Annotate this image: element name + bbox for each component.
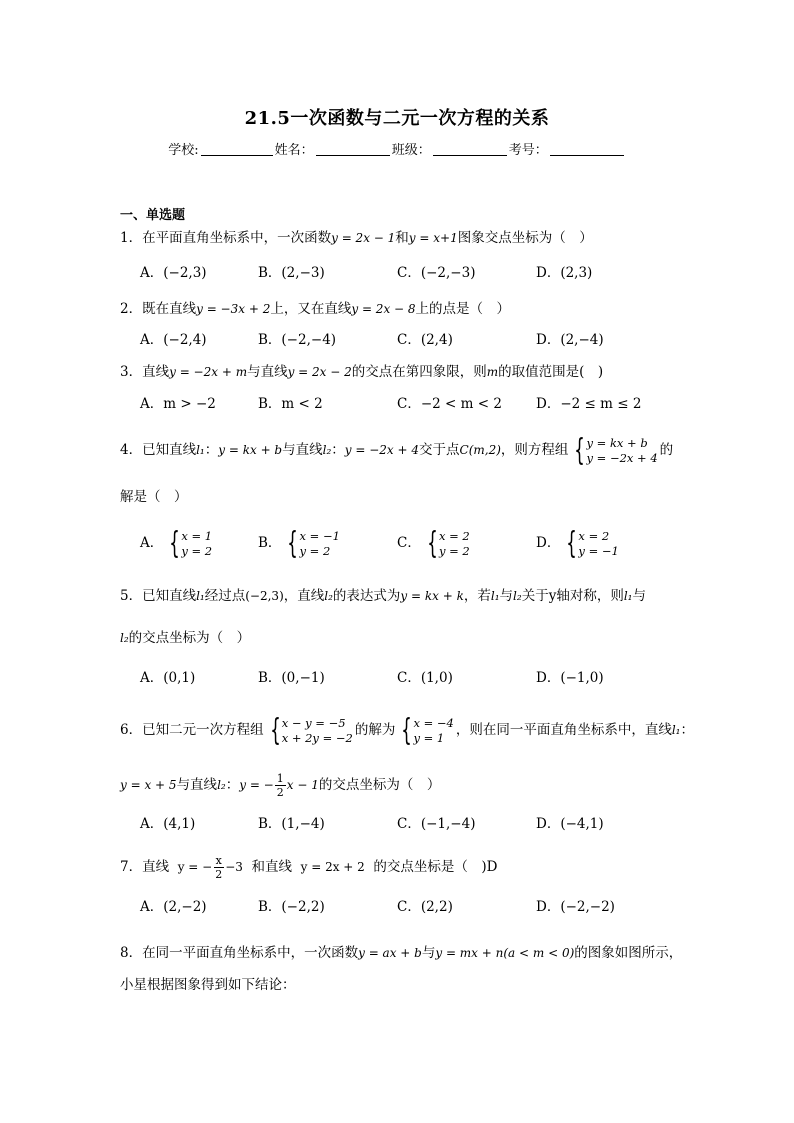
- question-8: [120, 942, 682, 964]
- q6-line-2: l₂: [217, 778, 226, 792]
- q4-d-y: y = −1: [578, 543, 619, 558]
- q7-text-end: 的交点坐标是（ )D: [373, 859, 498, 875]
- q1-formula-1: y = 2x − 1: [331, 231, 396, 245]
- q4-colon-2: ：: [331, 442, 345, 458]
- name-blank[interactable]: [316, 143, 390, 156]
- q8-condition: (a < m < 0): [503, 946, 575, 960]
- q6-colon-2: ：: [225, 777, 240, 793]
- q4-option-d-label: D．: [536, 535, 561, 551]
- q4-option-a[interactable]: [140, 522, 214, 564]
- q5-text-8: 与: [632, 588, 646, 604]
- q8-text-end: 的图象如图所示，: [574, 945, 683, 961]
- q4-text-end: 的: [659, 442, 674, 458]
- q6-sol-y: y = 1: [413, 730, 445, 745]
- q4-formula-2: y = −2x + 4: [344, 443, 420, 457]
- q2-text-end: 上的点是（ ）: [415, 301, 511, 317]
- q7-option-a[interactable]: A．(2,−2): [140, 899, 207, 915]
- school-label: 学校:: [168, 143, 199, 158]
- q2-text-mid: 上，又在直线: [270, 301, 352, 317]
- q4-b-y: y = 2: [299, 543, 331, 558]
- q2-text: 2．既在直线: [120, 301, 197, 317]
- q5-line-1b: l₁: [490, 589, 500, 603]
- q4-d-x: x = 2: [578, 528, 610, 543]
- q4-text-mid-3: ，则方程组: [500, 442, 569, 458]
- q5-point: (−2,3): [245, 589, 284, 603]
- q7-option-c[interactable]: C．(2,2): [397, 899, 453, 915]
- q3-text-end-2: 的取值范围是( ): [498, 364, 604, 380]
- q5-text-2: 经过点: [204, 588, 246, 604]
- brace-icon: {: [566, 525, 578, 561]
- q4-option-a-label: A．: [140, 535, 164, 551]
- q6-option-d[interactable]: D．(−4,1): [536, 816, 604, 832]
- q6-solution: [397, 712, 454, 748]
- q4-option-b[interactable]: [258, 522, 342, 564]
- q6-frac-num: 1: [276, 772, 284, 785]
- q6-text-end: ，则在同一平面直角坐标系中，直线: [455, 722, 672, 738]
- q5-text-end: 的交点坐标为（ ）: [128, 630, 251, 646]
- question-4: [120, 433, 673, 467]
- brace-icon: {: [269, 712, 281, 748]
- q6-sol-x: x = −4: [413, 715, 454, 730]
- q4-text-mid: 与直线: [282, 442, 323, 458]
- q3-formula-2: y = 2x − 2: [287, 365, 352, 379]
- q4-option-c-label: C．: [397, 535, 421, 551]
- q6-sys-eq-2: x + 2y = −2: [281, 730, 353, 745]
- q2-formula-2: y = 2x − 8: [351, 302, 416, 316]
- q6-formula-2b: x − 1: [286, 778, 319, 792]
- school-blank[interactable]: [201, 143, 273, 156]
- q3-option-d[interactable]: D．−2 ≤ m ≤ 2: [536, 396, 642, 412]
- student-info-line: [0, 139, 794, 158]
- brace-icon: {: [169, 525, 181, 561]
- brace-icon: {: [401, 712, 413, 748]
- q6-option-a[interactable]: A．(4,1): [140, 816, 196, 832]
- q5-text-3: ，直线: [283, 588, 325, 604]
- q1-text-end: 图象交点坐标为（ ）: [457, 230, 593, 246]
- question-1: [120, 227, 593, 249]
- q5-text: 5．已知直线: [120, 588, 197, 604]
- q1-option-c[interactable]: C．(−2,−3): [397, 265, 476, 281]
- question-7: [120, 852, 497, 882]
- q2-option-d[interactable]: D．(2,−4): [536, 332, 604, 348]
- q4-line-1: l₁: [196, 443, 205, 457]
- brace-icon: {: [287, 525, 299, 561]
- q4-text: 4．已知直线: [120, 442, 197, 458]
- q7-fraction: [213, 854, 224, 881]
- q5-text-7: 关于y轴对称，则: [521, 588, 624, 604]
- number-blank[interactable]: [550, 143, 624, 156]
- q7-text: 7．直线: [120, 859, 170, 875]
- question-5: [120, 585, 646, 607]
- q6-frac-den: 2: [276, 786, 284, 799]
- question-8-line-2: 小星根据图象得到如下结论：: [120, 977, 296, 993]
- q5-option-c[interactable]: C．(1,0): [397, 670, 453, 686]
- q1-formula-2: y = x+1: [408, 231, 458, 245]
- q1-text-mid: 和: [395, 230, 409, 246]
- q4-text-mid-2: 交于点: [419, 442, 460, 458]
- q4-c-y: y = 2: [438, 543, 470, 558]
- q3-option-c[interactable]: C．−2 < m < 2: [397, 396, 502, 412]
- q5-line-2b: l₂: [513, 589, 522, 603]
- q7-frac-den: 2: [215, 868, 223, 881]
- q4-option-c[interactable]: [397, 522, 472, 564]
- q8-formula-2: y = mx + n: [435, 946, 504, 960]
- q1-option-d[interactable]: D．(2,3): [536, 265, 593, 281]
- q5-option-b[interactable]: B．(0,−1): [258, 670, 325, 686]
- q4-a-y: y = 2: [181, 543, 213, 558]
- q4-formula-1: y = kx + b: [218, 443, 283, 457]
- class-label: 班级：: [391, 143, 431, 158]
- q4-a-x: x = 1: [181, 528, 213, 543]
- q4-colon-1: ：: [204, 442, 219, 458]
- q7-frac-num: x: [215, 854, 222, 867]
- q5-option-d[interactable]: D．(−1,0): [536, 670, 604, 686]
- q2-option-a[interactable]: A．(−2,4): [140, 332, 207, 348]
- q3-text: 3．直线: [120, 364, 170, 380]
- q4-point: C(m,2): [459, 443, 501, 457]
- question-6: [120, 712, 694, 748]
- q4-sys-eq-1: y = kx + b: [586, 435, 648, 450]
- brace-icon: {: [574, 432, 586, 468]
- q2-option-c[interactable]: C．(2,4): [397, 332, 453, 348]
- q5-formula: y = kx + k: [400, 589, 464, 603]
- q4-c-x: x = 2: [438, 528, 470, 543]
- q4-line-2-text: 解是（ ）: [120, 489, 188, 505]
- q7-formula-1b: −3: [225, 860, 243, 874]
- class-blank[interactable]: [433, 143, 507, 156]
- q7-text-mid: 和直线: [251, 859, 293, 875]
- q3-option-b[interactable]: B．m < 2: [258, 396, 323, 412]
- q8-text: 8．在同一平面直角坐标系中，一次函数: [120, 945, 359, 961]
- q5-text-4: 的表达式为: [332, 588, 401, 604]
- q7-option-b[interactable]: B．(−2,2): [258, 899, 325, 915]
- q6-colon: ：: [680, 722, 694, 738]
- q3-var: m: [486, 365, 499, 379]
- question-6-line-2: [120, 770, 440, 800]
- q7-formula-2: y = 2x + 2: [300, 860, 365, 874]
- q3-text-mid: 与直线: [247, 364, 288, 380]
- q5-line-2c: l₂: [120, 631, 129, 645]
- q5-option-a[interactable]: A．(0,1): [140, 670, 196, 686]
- q5-text-5: ，若: [463, 588, 491, 604]
- q7-formula-1a: y = −: [177, 860, 213, 874]
- q6-option-b[interactable]: B．(1,−4): [258, 816, 325, 832]
- q4-option-d[interactable]: [536, 522, 621, 564]
- number-label: 考号：: [508, 143, 548, 158]
- q5-text-6: 与: [499, 588, 514, 604]
- q6-text-2: 与直线: [176, 777, 218, 793]
- q4-b-x: x = −1: [299, 528, 340, 543]
- question-2: [120, 298, 510, 320]
- q6-line-1: l₁: [671, 723, 681, 737]
- q8-text-mid: 与: [421, 945, 436, 961]
- q6-option-c[interactable]: C．(−1,−4): [397, 816, 476, 832]
- q6-fraction: [275, 772, 286, 799]
- brace-icon: {: [427, 525, 438, 561]
- q6-sys-eq-1: x − y = −5: [281, 715, 346, 730]
- q2-option-b[interactable]: B．(−2,−4): [258, 332, 337, 348]
- q1-option-a[interactable]: A．(−2,3): [140, 265, 207, 281]
- q3-text-end: 的交点在第四象限，则: [351, 364, 487, 380]
- q8-formula-1: y = ax + b: [358, 946, 422, 960]
- q2-formula-1: y = −3x + 2: [196, 302, 271, 316]
- q4-option-b-label: B．: [258, 535, 282, 551]
- q5-line-2: l₂: [324, 589, 333, 603]
- q4-equation-system: [570, 432, 658, 468]
- q6-equation-system: [266, 712, 353, 748]
- q3-option-a[interactable]: A．m > −2: [140, 396, 216, 412]
- q7-option-d[interactable]: D．(−2,−2): [536, 899, 615, 915]
- question-3: [120, 361, 603, 383]
- page-title: 21.5一次函数与二元一次方程的关系: [244, 108, 550, 129]
- q5-line-1c: l₁: [623, 589, 633, 603]
- q6-formula-1: y = x + 5: [120, 778, 177, 792]
- q4-line-2: l₂: [322, 443, 332, 457]
- q6-text-mid: 的解为: [354, 722, 396, 738]
- q6-formula-2a: y = −: [239, 778, 274, 792]
- q6-text-end-2: 的交点坐标为（ ）: [318, 777, 441, 793]
- q1-option-b[interactable]: B．(2,−3): [258, 265, 325, 281]
- q6-text: 6．已知二元一次方程组: [120, 722, 264, 738]
- q3-formula-1: y = −2x + m: [169, 365, 248, 379]
- q5-line-1: l₁: [196, 589, 205, 603]
- name-label: 姓名：: [274, 143, 314, 158]
- section-heading: 一、单选题: [120, 208, 186, 223]
- question-5-line-2: [120, 627, 250, 649]
- q4-sys-eq-2: y = −2x + 4: [586, 450, 658, 465]
- q1-text: 1．在平面直角坐标系中，一次函数: [120, 230, 332, 246]
